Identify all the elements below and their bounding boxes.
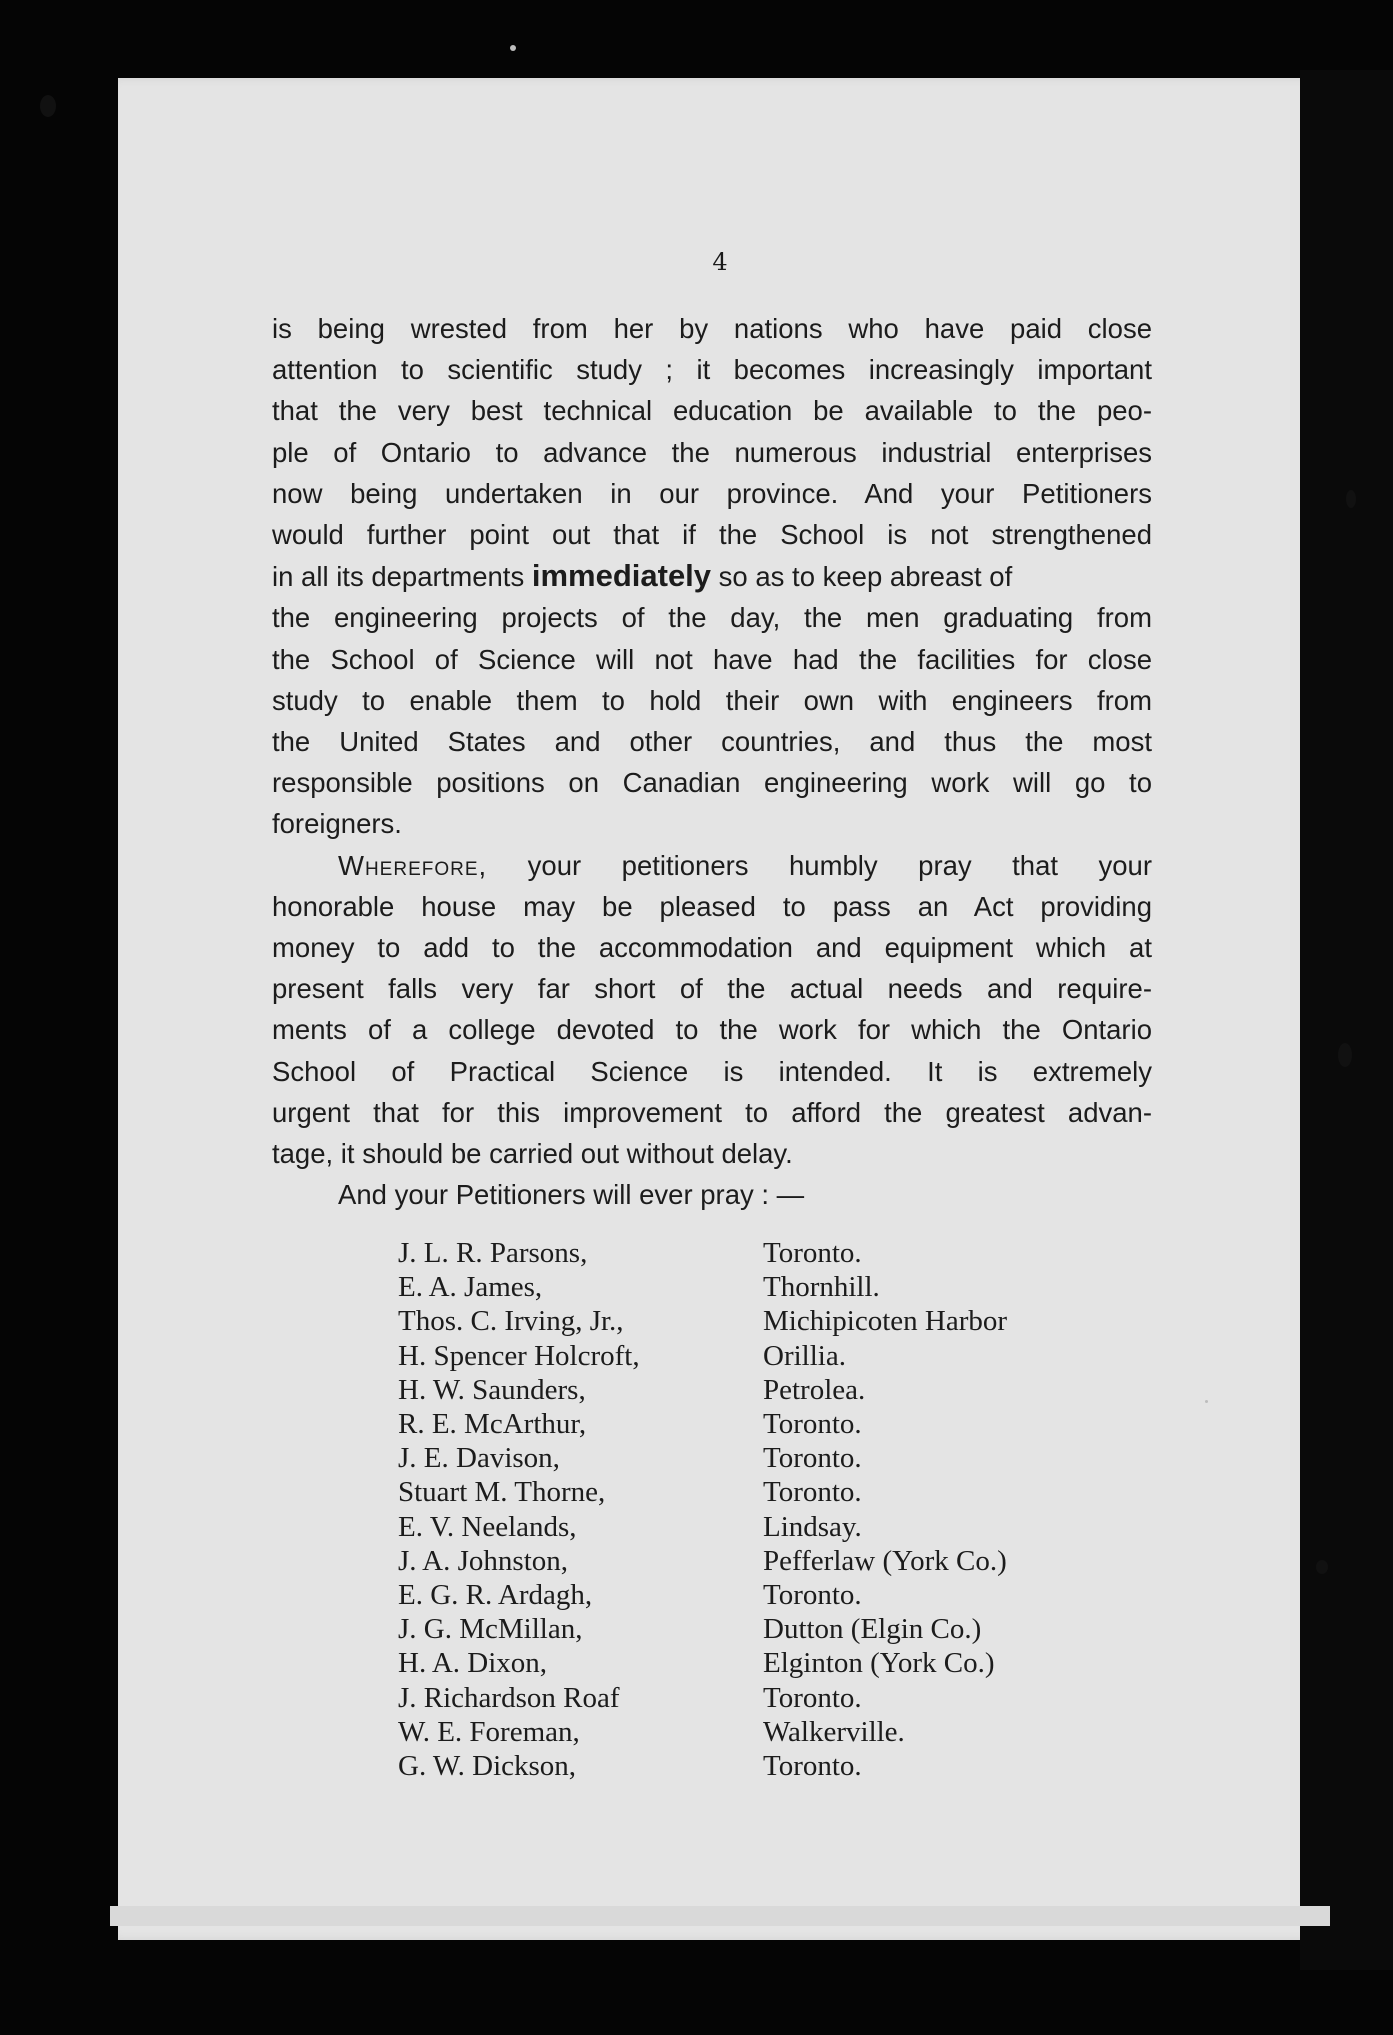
closing-line xyxy=(272,1174,1152,1215)
text-line: the engineering projects of the day, the men graduating from xyxy=(272,602,1152,634)
signatory-name: J. E. Davison, xyxy=(398,1442,560,1475)
text-line: foreigners. xyxy=(272,808,402,840)
text-line: is being wrested from her by nations who have paid close xyxy=(272,313,1152,344)
signatory-row xyxy=(398,1681,1118,1715)
signatory-row xyxy=(398,1646,1118,1680)
text-line: responsible positions on Canadian engineering work will go to xyxy=(272,767,1152,799)
signatory-row xyxy=(398,1236,1118,1270)
signatory-place: Toronto. xyxy=(763,1476,862,1509)
signatory-name: J. L. R. Parsons, xyxy=(398,1237,588,1269)
signatory-row xyxy=(398,1578,1118,1612)
signatory-row xyxy=(398,1475,1118,1509)
signatory-place: Toronto. xyxy=(763,1237,862,1269)
text-line: School of Practical Science is intended. It is extremely xyxy=(272,1055,1152,1087)
signatory-row xyxy=(398,1510,1118,1544)
signatory-row xyxy=(398,1749,1118,1783)
signatory-name: E. V. Neelands, xyxy=(398,1510,577,1543)
signatory-name: J. A. Johnston, xyxy=(398,1544,569,1577)
signatory-place: Orillia. xyxy=(763,1339,846,1372)
text-line xyxy=(272,845,1152,886)
closing-text: And your Petitioners will ever pray : — xyxy=(338,1179,805,1211)
text-line: the United States and other countries, and thus the most xyxy=(272,726,1152,758)
scan-speck xyxy=(1338,1043,1352,1067)
signatory-row xyxy=(398,1373,1118,1407)
signatory-place: Petrolea. xyxy=(763,1373,866,1406)
signatory-row xyxy=(398,1270,1118,1304)
signatory-row xyxy=(398,1441,1118,1475)
signatory-name: H. A. Dixon, xyxy=(398,1647,548,1680)
emphasis-immediately: immediately xyxy=(531,558,712,594)
bottom-paper-edge xyxy=(110,1906,1330,1926)
signatory-name: G. W. Dickson, xyxy=(398,1750,577,1783)
lead-word: Wherefore, xyxy=(338,849,488,881)
signatory-place: Dutton (Elgin Co.) xyxy=(763,1613,982,1646)
right-margin-shadow xyxy=(1300,70,1393,1970)
signatory-place: Thornhill. xyxy=(763,1271,880,1304)
signatory-name: E. G. R. Ardagh, xyxy=(398,1579,593,1612)
signatory-name: Stuart M. Thorne, xyxy=(398,1476,606,1509)
signatory-place: Michipicoten Harbor xyxy=(763,1305,1008,1338)
text-line: tage, it should be carried out without delay. xyxy=(272,1138,793,1170)
text-line: would further point out that if the School is not strengthened xyxy=(272,519,1152,551)
signatory-place: Toronto. xyxy=(763,1579,862,1612)
text-fragment: your petitioners humbly pray that your xyxy=(487,849,1152,881)
signatory-row xyxy=(398,1407,1118,1441)
page-number: 4 xyxy=(712,248,728,276)
text-line: now being undertaken in our province. And your Petitioners xyxy=(272,477,1152,509)
signatory-place: Toronto. xyxy=(763,1681,862,1714)
signatory-list xyxy=(398,1236,1118,1783)
text-fragment: in all its departments xyxy=(272,561,532,593)
signatory-name: H. Spencer Holcroft, xyxy=(398,1339,640,1372)
signatory-place: Elginton (York Co.) xyxy=(763,1647,995,1680)
text-line: that the very best technical education be available to the peo- xyxy=(272,395,1152,427)
text-line: ple of Ontario to advance the numerous industrial enterprises xyxy=(272,436,1152,468)
scan-speck xyxy=(1316,1560,1328,1574)
signatory-name: H. W. Saunders, xyxy=(398,1373,586,1406)
signatory-name: E. A. James, xyxy=(398,1271,543,1304)
text-line: money to add to the accommodation and equipment which at xyxy=(272,932,1152,964)
signatory-name: J. Richardson Roaf xyxy=(398,1681,620,1714)
signatory-place: Toronto. xyxy=(763,1408,862,1441)
text-line: attention to scientific study ; it becomes increasingly important xyxy=(272,354,1152,386)
signatory-name: W. E. Foreman, xyxy=(398,1715,580,1748)
signatory-row xyxy=(398,1715,1118,1749)
signatory-row xyxy=(398,1304,1118,1338)
scan-speck xyxy=(1205,1400,1208,1403)
scan-speck xyxy=(1346,490,1356,508)
signatory-row xyxy=(398,1339,1118,1373)
scan-speck xyxy=(40,95,56,117)
text-line: the School of Science will not have had the facilities for close xyxy=(272,643,1152,675)
paragraph-1 xyxy=(272,308,1152,845)
paragraph-2 xyxy=(272,845,1152,1175)
text-line xyxy=(272,555,1152,597)
text-line: urgent that for this improvement to afford the greatest advan- xyxy=(272,1096,1152,1128)
signatory-place: Pefferlaw (York Co.) xyxy=(763,1544,1007,1577)
text-line: ments of a college devoted to the work for which the Ontario xyxy=(272,1014,1152,1046)
signatory-name: Thos. C. Irving, Jr., xyxy=(398,1305,624,1338)
petition-body xyxy=(272,308,1152,1215)
signatory-place: Lindsay. xyxy=(763,1510,862,1543)
signatory-place: Walkerville. xyxy=(763,1715,905,1748)
signatory-place: Toronto. xyxy=(763,1442,862,1475)
signatory-name: R. E. McArthur, xyxy=(398,1408,587,1441)
text-line: honorable house may be pleased to pass an Act providing xyxy=(272,890,1152,922)
signatory-name: J. G. McMillan, xyxy=(398,1613,583,1646)
signatory-row xyxy=(398,1544,1118,1578)
text-line: present falls very far short of the actual needs and require- xyxy=(272,973,1152,1005)
signatory-place: Toronto. xyxy=(763,1750,862,1783)
text-fragment: so as to keep abreast of xyxy=(711,561,1013,593)
signatory-row xyxy=(398,1612,1118,1646)
scan-speck xyxy=(510,45,516,51)
text-line: study to enable them to hold their own with engineers from xyxy=(272,684,1152,716)
